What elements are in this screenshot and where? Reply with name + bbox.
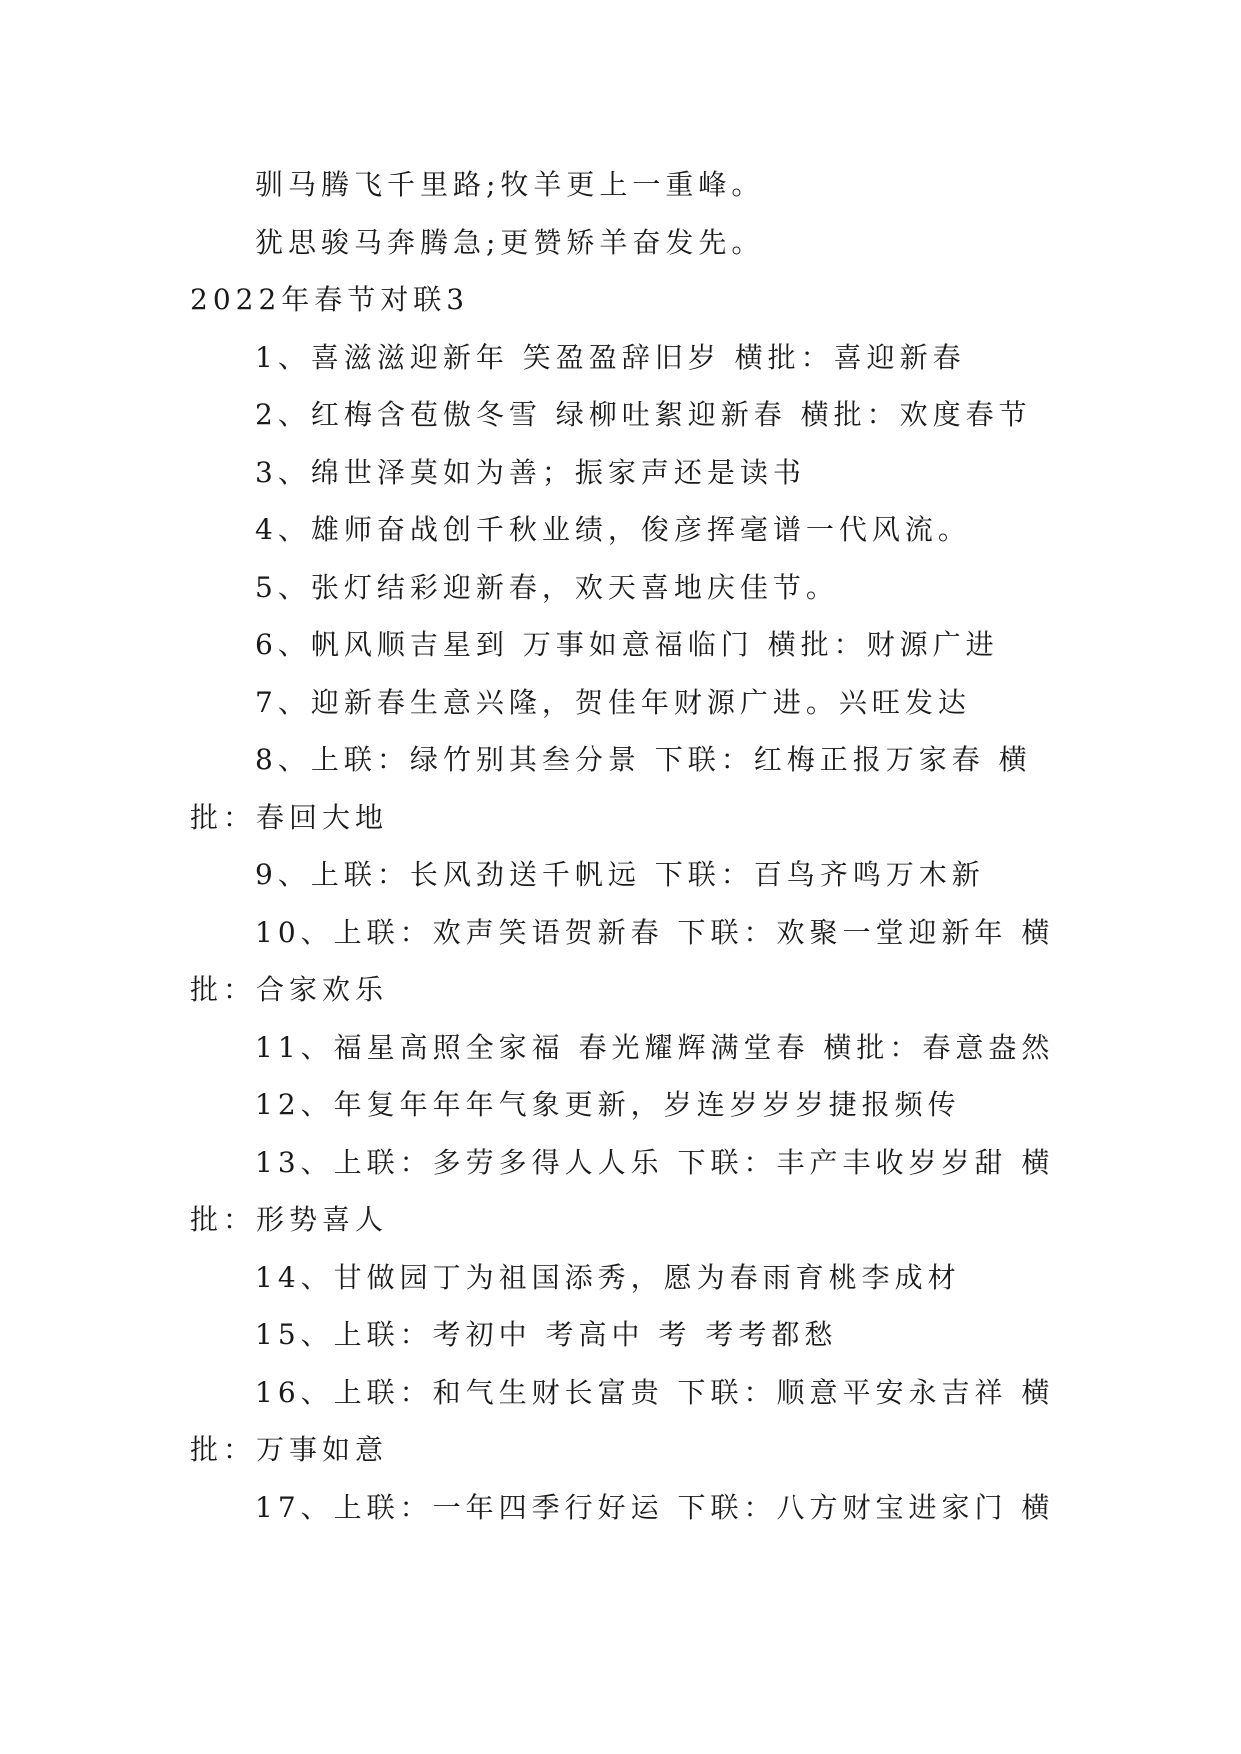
- text-line: 驯马腾飞千里路;牧羊更上一重峰。: [255, 168, 765, 201]
- couplet-line: 7、迎新春生意兴隆，贺佳年财源广进。兴旺发达: [255, 686, 971, 719]
- couplet-line: 2、红梅含苞傲冬雪 绿柳吐絮迎新春 横批：欢度春节: [255, 398, 1032, 431]
- couplet-line: 12、年复年年年气象更新，岁连岁岁岁捷报频传: [255, 1088, 961, 1121]
- couplet-line: 14、甘做园丁为祖国添秀，愿为春雨育桃李成材: [255, 1261, 961, 1294]
- couplet-line: 13、上联：多劳多得人人乐 下联：丰产丰收岁岁甜 横: [255, 1146, 1055, 1179]
- couplet-line: 16、上联：和气生财长富贵 下联：顺意平安永吉祥 横: [255, 1376, 1055, 1409]
- section-heading: 2022年春节对联3: [190, 283, 470, 316]
- couplet-line: 17、上联：一年四季行好运 下联：八方财宝进家门 横: [255, 1491, 1055, 1524]
- couplet-line: 10、上联：欢声笑语贺新春 下联：欢聚一堂迎新年 横: [255, 916, 1055, 949]
- couplet-line: 1、喜滋滋迎新年 笑盈盈辞旧岁 横批：喜迎新春: [255, 341, 966, 374]
- couplet-line: 11、福星高照全家福 春光耀辉满堂春 横批：春意盎然: [255, 1031, 1055, 1064]
- couplet-line: 6、帆风顺吉星到 万事如意福临门 横批：财源广进: [255, 628, 999, 661]
- couplet-line-continuation: 批：形势喜人: [190, 1203, 389, 1236]
- couplet-line-continuation: 批：万事如意: [190, 1433, 389, 1466]
- couplet-line: 9、上联：长风劲送千帆远 下联：百鸟齐鸣万木新: [255, 858, 985, 891]
- text-line: 犹思骏马奔腾急;更赞矫羊奋发先。: [255, 226, 765, 259]
- couplet-line: 5、张灯结彩迎新春，欢天喜地庆佳节。: [255, 571, 839, 604]
- couplet-line: 15、上联：考初中 考高中 考 考考都愁: [255, 1318, 838, 1351]
- couplet-line: 8、上联：绿竹别其叁分景 下联：红梅正报万家春 横: [255, 743, 1032, 776]
- couplet-line-continuation: 批：春回大地: [190, 801, 389, 834]
- couplet-line-continuation: 批：合家欢乐: [190, 973, 389, 1006]
- couplet-line: 3、绵世泽莫如为善；振家声还是读书: [255, 456, 806, 489]
- couplet-line: 4、雄师奋战创千秋业绩，俊彦挥毫谱一代风流。: [255, 513, 971, 546]
